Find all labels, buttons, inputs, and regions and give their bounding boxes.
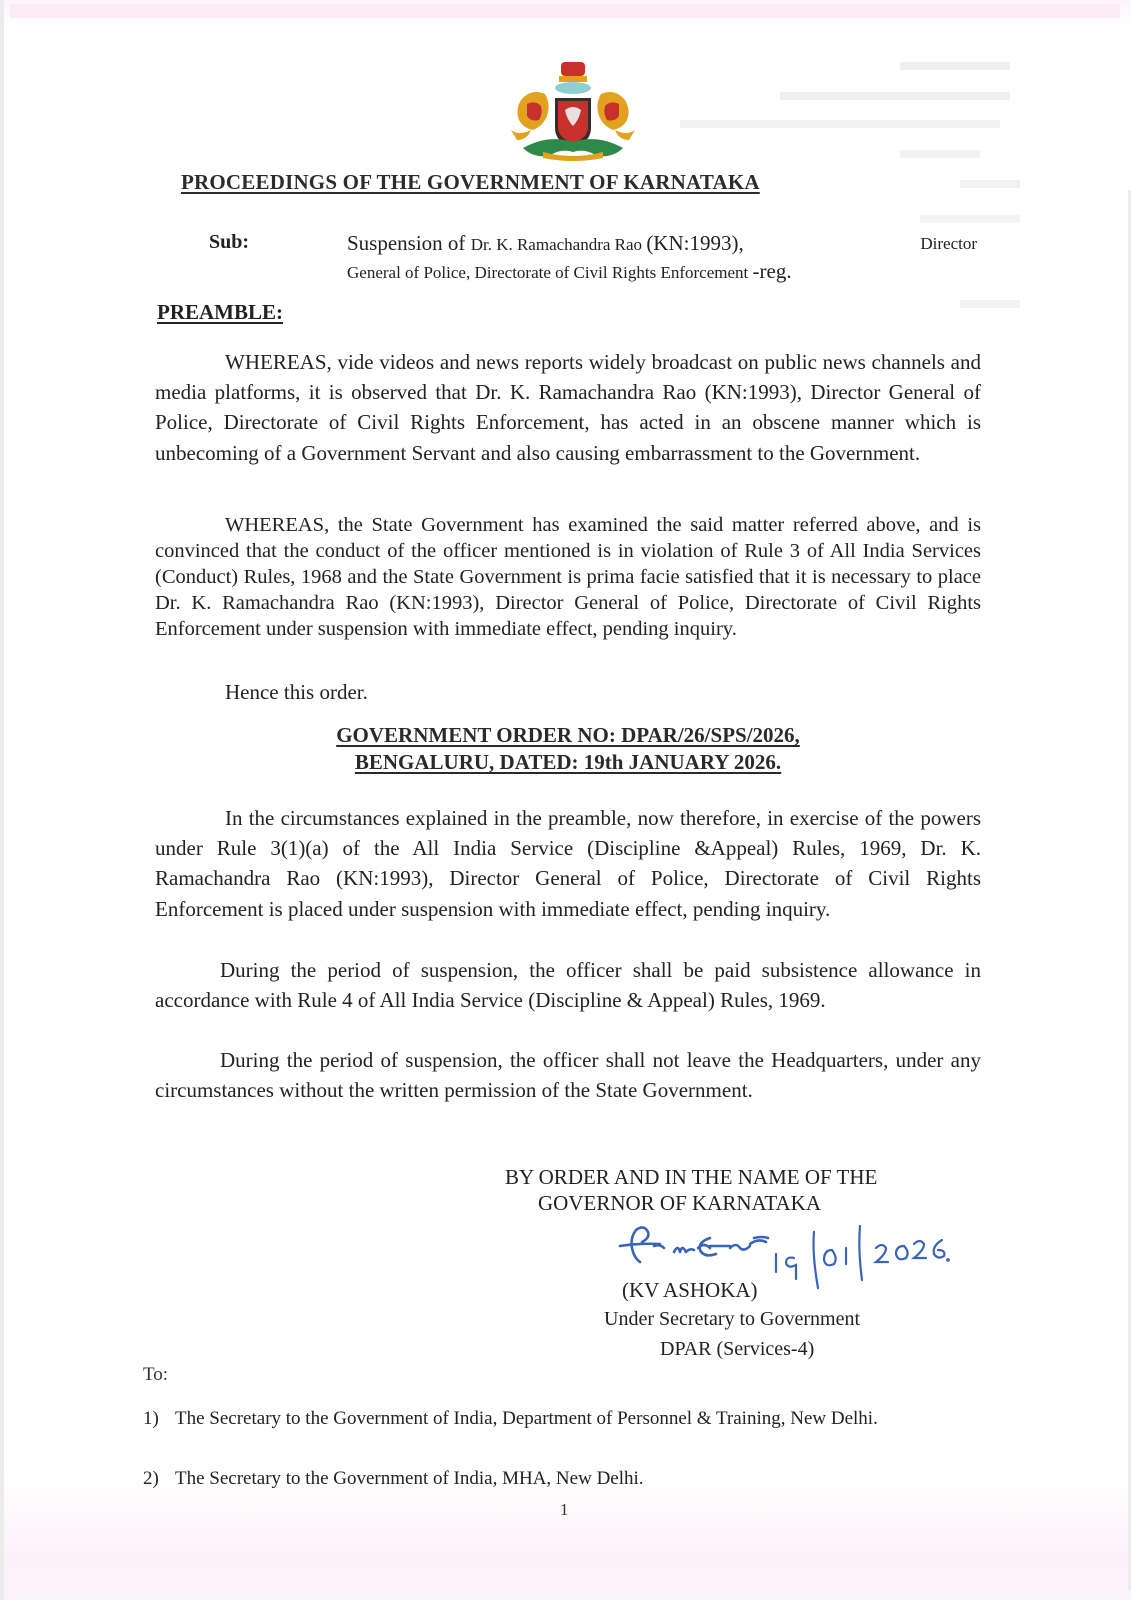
- subject-line-1: Suspension of Dr. K. Ramachandra Rao (KN:1993), Director: [347, 231, 977, 255]
- subject-line-2: General of Police, Directorate of Civil Rights Enforcement -reg.: [347, 259, 792, 283]
- preamble-paragraph: WHEREAS, the State Government has examined the said matter referred above, and is convinced that the conduct of the officer mentioned is in violation of Rule 3 of All India Services (Conduct) Rules, 1968 and the State Government is prima facie satisfied that it is necessary to place Dr. K. Ramachandra Rao (KN:1993), Director General of Police, Directorate of Civil Rights Enforcement under suspension with immediate effect, pending inquiry.: [155, 514, 981, 640]
- subject-label: Sub:: [209, 231, 250, 253]
- order-paragraph: During the period of suspension, the officer shall be paid subsistence allowance in accordance with Rule 4 of All India Service (Discipline & Appeal) Rules, 1969.: [155, 958, 981, 1013]
- page-edge-shadow: [0, 0, 4, 1600]
- order-paragraph: During the period of suspension, the officer shall not leave the Headquarters, under any circumstances without the written permission of the State Government.: [155, 1048, 981, 1103]
- scan-stain: [10, 4, 1120, 18]
- bleed-through-mark: [680, 120, 1000, 128]
- signatory-department: DPAR (Services-4): [660, 1338, 815, 1360]
- bleed-through-mark: [920, 215, 1020, 223]
- order-paragraph: In the circumstances explained in the preamble, now therefore, in exercise of the powers under Rule 3(1)(a) of the All India Service (Discipline &Appeal) Rules, 1969, Dr. K. Ramachandra Rao (KN:1993), Director General of Police, Directorate of Civil Rights Enforcement is placed under suspension with immediate effect, pending inquiry.: [155, 806, 981, 921]
- document-title: PROCEEDINGS OF THE GOVERNMENT OF KARNATAKA: [181, 170, 760, 194]
- order-number-heading: GOVERNMENT ORDER NO: DPAR/26/SPS/2026, BENGALURU, DATED: 19th JANUARY 2026.: [336, 723, 800, 774]
- recipient-item: 2) The Secretary to the Government of India, MHA, New Delhi.: [143, 1468, 644, 1489]
- karnataka-state-emblem-icon: [503, 60, 643, 170]
- preamble-heading: PREAMBLE:: [157, 300, 283, 324]
- bleed-through-mark: [780, 92, 1010, 100]
- subject-text: [347, 230, 977, 286]
- distribution-label: To:: [143, 1364, 169, 1385]
- signatory-name: (KV ASHOKA): [622, 1278, 758, 1302]
- preamble-closing: Hence this order.: [225, 680, 368, 704]
- bleed-through-mark: [900, 62, 1010, 70]
- bleed-through-mark: [960, 180, 1020, 188]
- signatory-designation: Under Secretary to Government: [604, 1308, 861, 1330]
- recipient-item: 1) The Secretary to the Government of India, Department of Personnel & Training, New Delhi.: [143, 1408, 878, 1429]
- by-order-line: BY ORDER AND IN THE NAME OF THE: [505, 1165, 878, 1189]
- bleed-through-mark: [960, 300, 1020, 308]
- page-number: 1: [560, 1500, 569, 1519]
- bleed-through-mark: [900, 150, 980, 158]
- preamble-paragraph: WHEREAS, vide videos and news reports widely broadcast on public news channels and media platforms, it is observed that Dr. K. Ramachandra Rao (KN:1993), Director General of Police, Directorate of Civil Rights Enforcement, has acted in an obscene manner which is unbecoming of a Government Servant and also causing embarrassment to the Government.: [155, 350, 981, 465]
- governor-line: GOVERNOR OF KARNATAKA: [538, 1191, 821, 1215]
